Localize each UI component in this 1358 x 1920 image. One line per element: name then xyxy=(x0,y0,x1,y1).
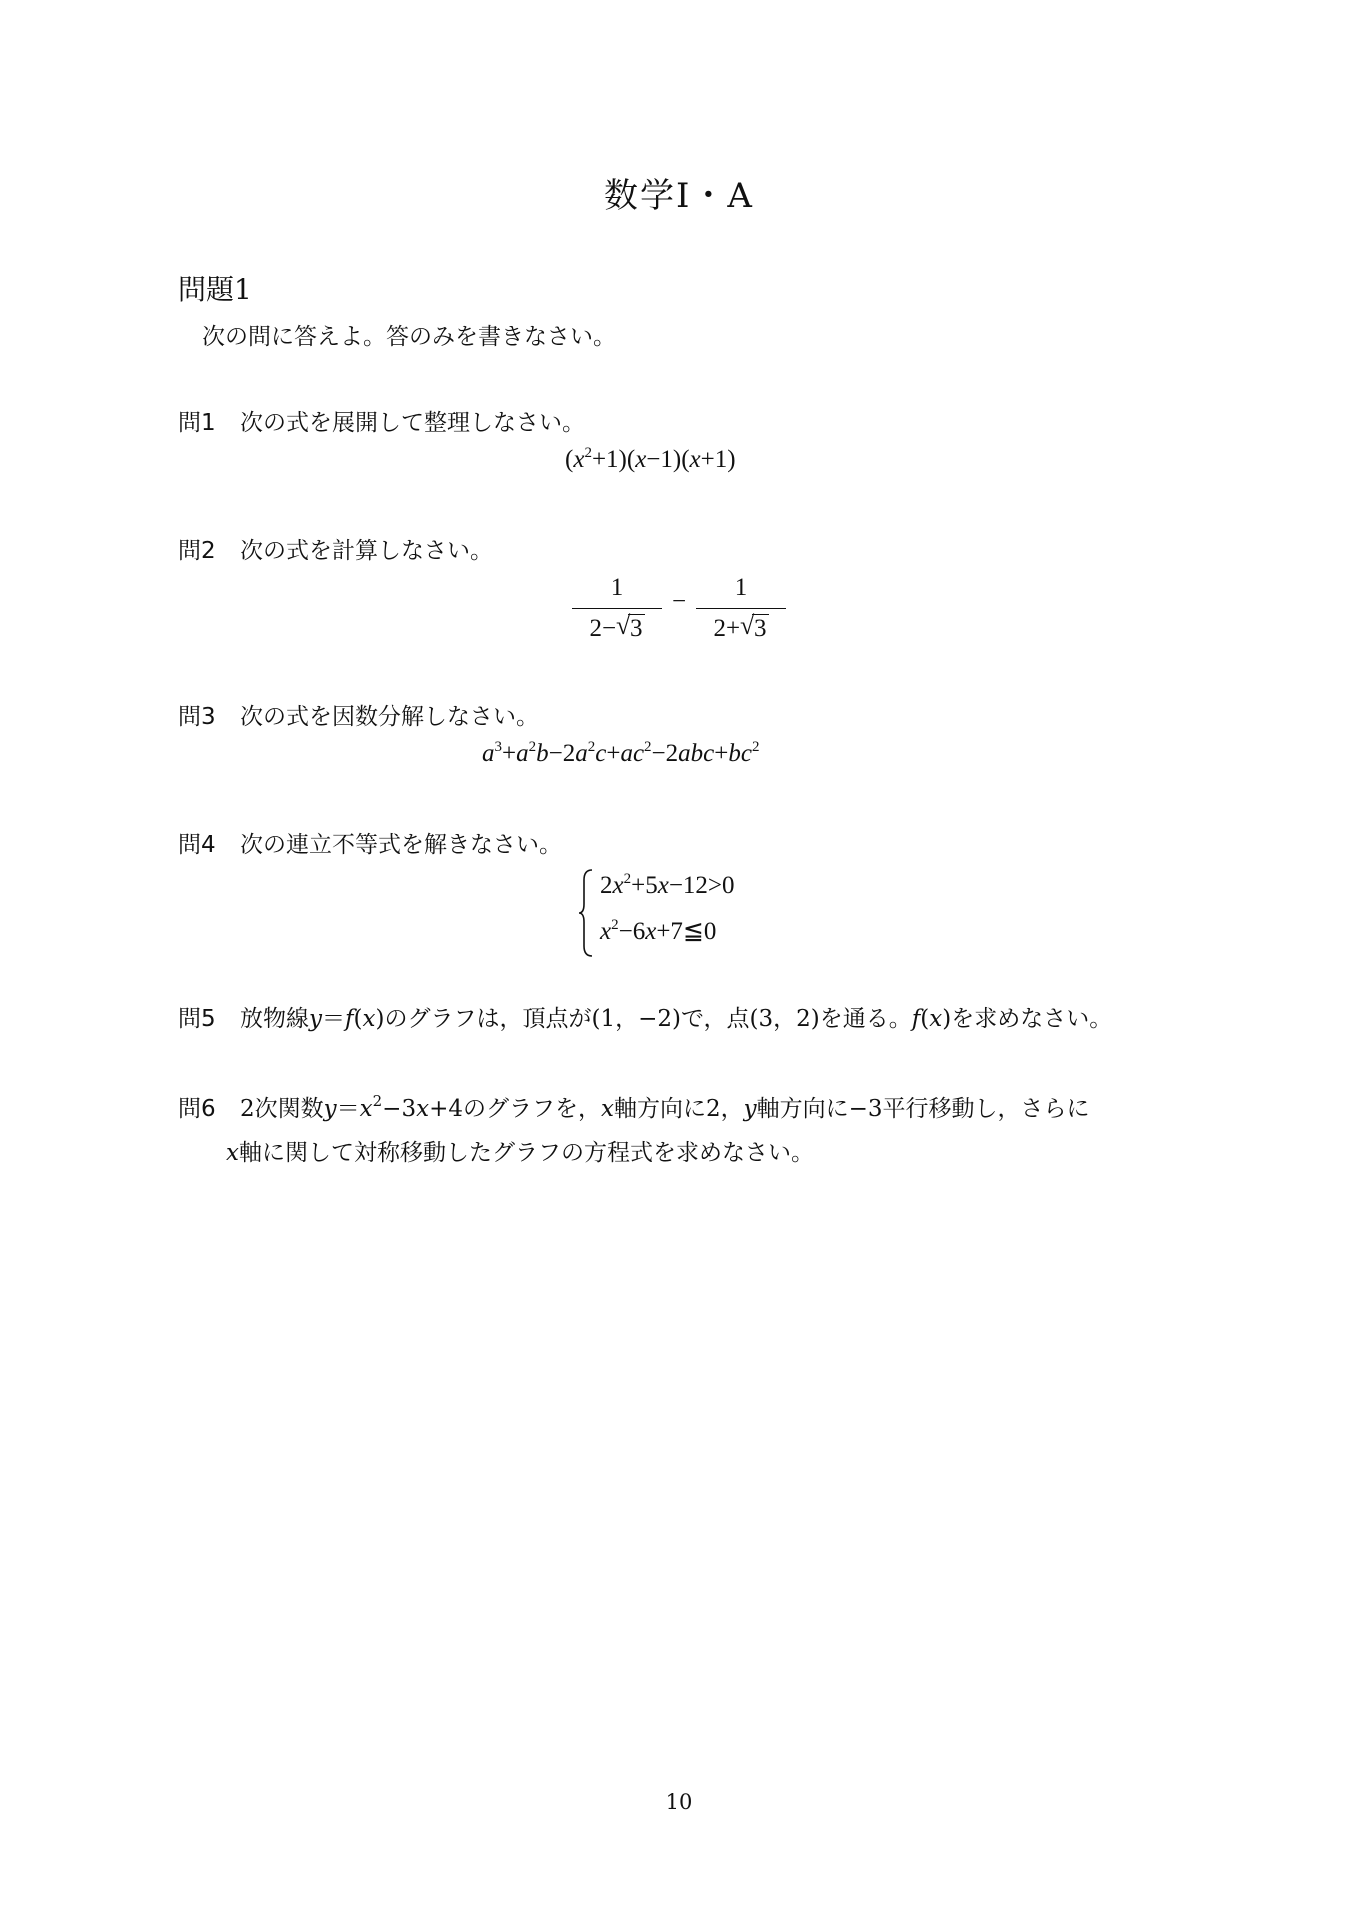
question-6-line-1: 2次関数$y=x^2-3x+4$のグラフを，x軸方向に2，y軸方向に−3平行移動し，さらに xyxy=(240,1092,1090,1122)
question-1-label: 問1 xyxy=(178,410,216,436)
math-y: y xyxy=(323,1096,337,1122)
question-3-label: 問3 xyxy=(178,704,216,730)
fraction-2-denominator xyxy=(696,609,786,643)
inequality-1: $2x^2+5x-12>0$ xyxy=(600,871,735,899)
fraction-1-den-prefix: 2− xyxy=(589,615,617,642)
question-4-label: 問4 xyxy=(178,832,216,858)
question-6-label: 問6 xyxy=(178,1096,216,1122)
fraction-2-radicand: 3 xyxy=(754,615,767,642)
question-5-text-a: 放物線 xyxy=(240,1006,309,1032)
problem-heading: 問題1 xyxy=(178,273,252,306)
question-5-text: 放物線y＝f(x)のグラフは，頂点が(1，−2)で，点(3，2)を通る。f(x)を求めなさい。 xyxy=(240,1006,1113,1032)
question-2-minus: − xyxy=(672,588,687,615)
question-4-system xyxy=(578,868,838,958)
question-2-fraction-1 xyxy=(572,574,662,643)
math-y-axis: y xyxy=(743,1096,757,1122)
left-brace xyxy=(578,868,596,958)
problem-intro: 次の問に答えよ。答のみを書きなさい。 xyxy=(202,324,616,350)
fraction-1-denominator xyxy=(572,609,662,643)
question-3-expression: $a^3+a^2b-2a^2c+ac^2-2abc+bc^2$ xyxy=(482,739,760,767)
question-1-text: 次の式を展開して整理しなさい。 xyxy=(240,410,585,436)
sqrt-sign: √ 3 xyxy=(740,611,767,642)
page-title: 数学Ⅰ・A xyxy=(604,176,754,216)
question-6-line-2 xyxy=(226,1134,814,1167)
question-6-text-d: 軸方向に−3平行移動し，さらに xyxy=(756,1096,1090,1122)
question-5-text-c: を求めなさい。 xyxy=(951,1006,1113,1032)
question-2-text: 次の式を計算しなさい。 xyxy=(240,538,493,564)
page-number: 10 xyxy=(665,1790,693,1814)
question-2-fraction-2 xyxy=(696,574,786,643)
fraction-1-numerator: 1 xyxy=(610,574,624,601)
fraction-1-radicand: 3 xyxy=(630,615,643,642)
question-5-text-b: のグラフは，頂点が(1，−2)で，点(3，2)を通る。 xyxy=(384,1006,912,1032)
question-3-text: 次の式を因数分解しなさい。 xyxy=(240,704,539,730)
fraction-2-den-prefix: 2+ xyxy=(713,615,741,642)
question-4-text: 次の連立不等式を解きなさい。 xyxy=(240,832,562,858)
math-x: x xyxy=(600,1096,614,1122)
fraction-2-numerator: 1 xyxy=(734,574,748,601)
question-1-expression: $(x^2+1)(x-1)(x+1)$ xyxy=(565,445,736,473)
question-5-label: 問5 xyxy=(178,1006,216,1032)
question-6-text-e: 軸に関して対称移動したグラフの方程式を求めなさい。 xyxy=(238,1140,814,1166)
question-2-label: 問2 xyxy=(178,538,216,564)
sqrt-sign: √ 3 xyxy=(616,611,643,642)
question-6-text-a: 2次関数 xyxy=(240,1096,324,1122)
inequality-2: $x^2-6x+7≦0$ xyxy=(600,917,717,945)
math-fx: f xyxy=(911,1006,921,1032)
math-x-axis: x xyxy=(226,1140,239,1166)
question-6-text-c: 軸方向に2， xyxy=(613,1096,744,1122)
question-6-text-b: のグラフを， xyxy=(462,1096,601,1122)
math-y-equals-fx: y xyxy=(309,1006,322,1032)
